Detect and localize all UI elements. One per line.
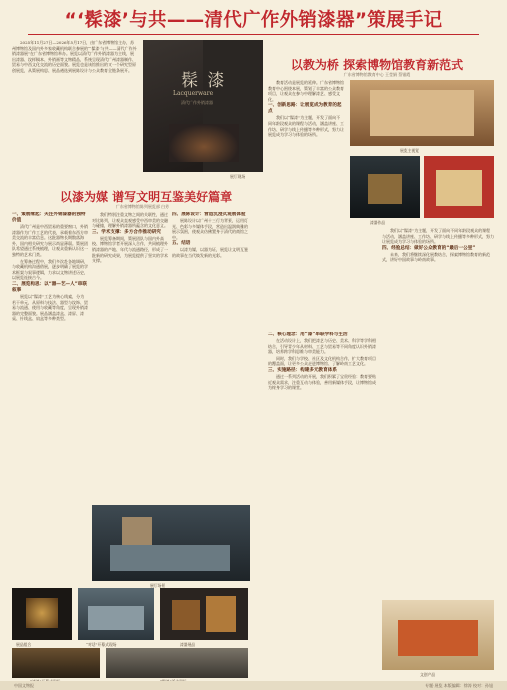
left-section-byline: 广东省博物馆陈列展览部 白芳	[115, 204, 170, 209]
para-l2-2: 展览筹备期间，策展团队与国内外高校、博物馆学者开展深入合作，共同梳理外销漆器的产地、年代与流通路径，形成了一批新的研究成果，为展览提供了坚实的学术支撑。	[92, 235, 168, 264]
caption-c2: 展厅场景	[150, 583, 166, 588]
event-photo-3	[106, 648, 248, 678]
hall-floor	[110, 545, 230, 571]
caption-c8: 展览主视觉	[400, 148, 419, 153]
artifact-3-object	[368, 174, 402, 204]
artifact-2-a	[172, 600, 200, 630]
headline-rule	[28, 34, 479, 35]
subhead-r1: 一、创新思路：让展览成为教育的起点	[268, 103, 342, 115]
event-1-stage	[88, 606, 144, 630]
artifact-1-object	[26, 598, 58, 628]
para-r2-0: 在活动设计上，我们把漆艺与历史、美术、科学等学科相结合，引导青少年从材料、工艺与贸易等不同角度认识外销漆器，培养跨学科思维与审美能力。	[268, 338, 376, 355]
artifact-photo-4	[424, 156, 494, 218]
caption-c3: 展品组合	[16, 642, 32, 647]
para-l1-2: 展览以“髹漆”工艺为核心线索，分为若干单元，从原料与技法、器型与纹饰、贸易与流通、使用与收藏等角度，呈现外销漆器的完整面貌。展品涵盖漆盒、漆屏、漆桌、针线盒、扇盒等多种类型。	[12, 293, 88, 322]
left-column-3	[172, 212, 248, 502]
event-photo-1	[78, 588, 154, 640]
poster-photo	[350, 80, 494, 146]
artifact-2-b	[206, 596, 236, 632]
poster-title-latin: Lacquerware	[173, 90, 214, 97]
caption-c4: “对话”开幕式现场	[86, 642, 117, 647]
event-photo-2	[12, 648, 100, 678]
para-r3-1: 未来，我们将继续深化展教结合，探索博物馆教育的新范式，讲好中国故事与岭南故事。	[382, 251, 490, 263]
subhead-s2: 二、展览构思：以“器—艺—人”串联叙事	[12, 281, 87, 293]
poster-title-big: 髹 漆	[181, 71, 227, 91]
para-l3-2: 以漆为媒，以器为证，展览让文明互鉴的故事在当代焕发新的光彩。	[172, 247, 248, 258]
artifact-photo-1	[12, 588, 72, 640]
lead-paragraph	[12, 40, 137, 136]
caption-c9: 漆器作品	[370, 220, 386, 225]
para-r3-0: 我们以“髹漆”为主题，开发了面向不同年龄段观众的课程与活动，涵盖讲座、工作坊、研学与线上传播等多种形式，努力让展览成为学习与体验的场所。	[382, 228, 494, 245]
hall-panel	[122, 517, 152, 545]
subhead-s3: 三、学术支撑：多方合作推动研究	[92, 229, 161, 235]
caption-c10: 文创产品	[420, 672, 436, 677]
right-section-byline: 广东省博物馆教育中心 王莹娟 蔡银霞	[343, 72, 411, 77]
para-r2-2: 通过一系列活动的开展，我们积累了宝贵经验：教育要贴近观众需求，注重互动与体验，善用新媒体手段，让博物馆成为终身学习的课堂。	[268, 373, 376, 391]
para-l1-1: 在筹备过程中，我们多次赴各地调研，与收藏机构沟通借展，逐步明确了展览的学术框架与叙事逻辑，力求以文物讲述历史，以展览连接古今。	[12, 258, 88, 281]
para-l3-1: 展陈设计以广州十三行为背景，运用灯光、色彩与多媒体手段，营造出温润典雅的展示氛围，使观众仿佛置身于清代的商馆之中。	[172, 218, 248, 240]
left-section-title: 以漆为媒 谱写文明互鉴美好篇章	[60, 190, 233, 204]
footer-left: 中国文物报	[14, 683, 34, 688]
products-photo	[382, 600, 494, 670]
poster-artifact	[169, 124, 239, 162]
para-r1-0: 教育活动是展览的延伸。广东省博物馆教育中心围绕本展，策划了丰富的公众教育项目，让观众在参与中理解漆艺、感受文化。	[268, 80, 344, 102]
right-section-title: 以教为桥 探索博物馆教育新范式	[290, 58, 464, 72]
footer-right: 专题·展览 本版编辑：徐涛 校对：孙旭	[425, 683, 493, 688]
para-r2-1: 同时，我们与学校、社区及文化机构合作，扩大教育项目的覆盖面，让更多公众走进博物馆、了解岭南工艺文化。	[268, 355, 376, 367]
right-column-1	[268, 80, 344, 330]
exhibition-hall-photo	[92, 505, 250, 581]
poster-image	[143, 40, 263, 172]
right-column-3	[382, 228, 494, 598]
poster-photo-board	[370, 90, 474, 136]
artifact-photo-3	[350, 156, 420, 218]
subhead-s4: 四、展陈设计：营造沉浸式观展体验	[172, 212, 246, 217]
poster-subtitle: 清代广作外销漆器	[181, 100, 213, 105]
left-column-2	[92, 212, 168, 502]
caption-c1: 展厅现场	[230, 174, 246, 179]
subhead-s5: 五、结语	[172, 241, 191, 247]
caption-c5: 漆器展品	[180, 642, 196, 647]
artifact-photo-2	[160, 588, 248, 640]
subhead-r2: 二、核心理念：用“漆”串联学科与生活	[268, 332, 348, 337]
right-column-2	[268, 332, 376, 678]
para-l2-1: 我们特别注重文物之间的关联性，通过对比陈列，让观众直观感受中西审美的交融与碰撞，理解外销漆器所蕴含的文化意义。	[92, 212, 168, 229]
left-column-1	[12, 212, 88, 584]
artifact-4-object	[436, 170, 482, 206]
lead-text: 2025年11月27日—2026年5月17日，由广东省博物馆主办，苏州博物馆及国内外多家收藏机构联合参展的“‘髹漆’与共——清代广作外销漆器展”在广东省博物馆举办。展览以清代广作外销漆器为主线，展出漆器、纹样稿本、外销画等文物精品，系统呈现清代广州漆器制作、贸易与中西文化交流的历史面貌。展览也是该馆推出的又一个研究型原创展览，从策展构思、展品遴选到展陈设计与公众教育全链条展开。	[12, 40, 137, 73]
para-l1-0: 清代广州是中西贸易的重要窗口，外销漆器作为广作工艺的代表，承载着东西方审美交流的丰富信息。这批器物长期散落海外，国内相关研究与展示尚显薄弱。策展团队希望通过系统梳理，让观众重新认识这一独特的艺术门类。	[12, 224, 88, 257]
subhead-s1: 一、策展缘起：关注外销漆器的独特价值	[12, 212, 86, 223]
subhead-r3: 三、实施路径：构建多元教育体系	[268, 367, 337, 373]
subhead-r4: 四、经验总结：做好公众教育的“最后一公里”	[382, 245, 476, 251]
para-r1-1: 我们以“髹漆”为主题，开发了面向不同年龄段观众的课程与活动，涵盖讲座、工作坊、研学与线上传播等多种形式，努力让展览成为学习与体验的场所。	[268, 115, 344, 138]
page-headline: “‘髹漆’与共——清代广作外销漆器”策展手记	[64, 10, 443, 31]
products-object	[398, 620, 478, 656]
